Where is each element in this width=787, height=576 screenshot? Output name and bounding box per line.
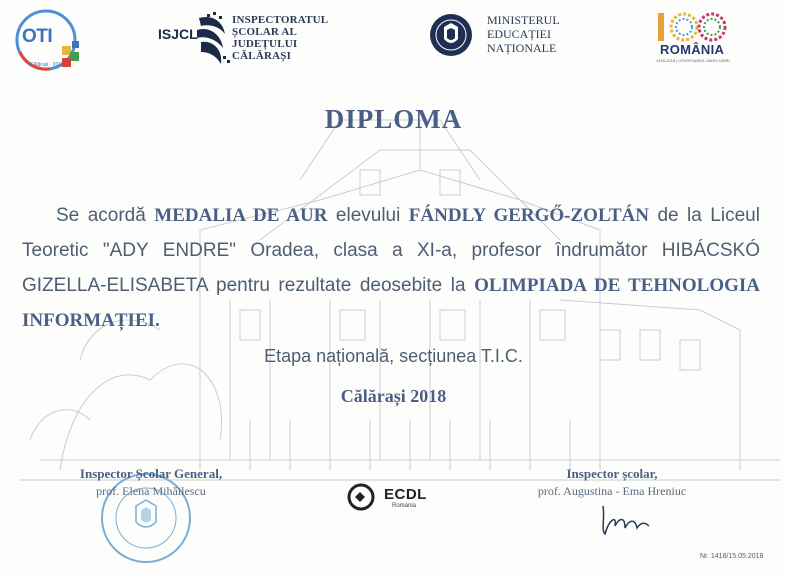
isjcl-line: CĂLĂRAȘI: [232, 50, 292, 62]
place-year: Călărași 2018: [340, 386, 447, 406]
award-name: MEDALIA DE AUR: [154, 205, 328, 226]
award-text: de la Liceul Teoretic "ADY ENDRE" Oradea, clasa a XI-a, profesor îndrumător HIBÁCSKÓ GIZELLA-ELISABETA pentru rezultate deosebite la: [22, 205, 760, 296]
oti-logo-text: OTI: [22, 26, 53, 47]
handwritten-signature-icon: [595, 500, 655, 540]
ecdl-subtext: Romania: [392, 503, 417, 509]
isjcl-line: INSPECTORATUL: [232, 14, 329, 26]
centenary-subtext: 1918-2018 | CENTENARUL MARII UNIRI: [656, 58, 730, 63]
award-text: elevului: [327, 205, 409, 226]
signature-role: Inspector Școlar General,: [79, 466, 223, 481]
inspector-signature-block: [512, 466, 712, 499]
student-name: FÁNDLY GERGŐ-ZOLTÁN: [408, 205, 649, 226]
oti-logo-subtext: Călărași · 2018: [30, 62, 64, 68]
government-seal-icon: [428, 11, 474, 63]
isjcl-line: ȘCOLAR AL: [232, 26, 298, 38]
ministry-line: EDUCAȚIEI: [487, 27, 551, 41]
ministry-line: MINISTERUL: [487, 13, 560, 27]
signature-name: prof. Elena Mihăilescu: [96, 484, 206, 498]
olympiad-name: OLIMPIADA DE TEHNOLOGIA INFORMAȚIEI.: [22, 275, 760, 331]
diploma-title: DIPLOMA: [324, 104, 463, 134]
signature-name: prof. Augustina - Ema Hreniuc: [537, 484, 687, 498]
isjcl-name: [232, 14, 342, 62]
award-statement: [22, 198, 760, 338]
isjcl-abbr: ISJCL: [158, 26, 198, 42]
award-text: Se acordă: [56, 205, 155, 226]
ecdl-text: ECDL: [384, 486, 427, 503]
competition-stage: Etapa națională, secțiunea T.I.C.: [264, 346, 523, 366]
centenary-word: ROMÂNIA: [660, 42, 725, 57]
general-inspector-signature-block: [56, 466, 246, 499]
serial-number: Nr. 1418/15.05.2018: [700, 553, 764, 560]
isjcl-line: JUDEȚULUI: [232, 38, 298, 50]
ministry-name: [487, 13, 597, 55]
ministry-line: NAȚIONALE: [487, 41, 557, 55]
signature-role: Inspector școlar,: [566, 466, 658, 481]
